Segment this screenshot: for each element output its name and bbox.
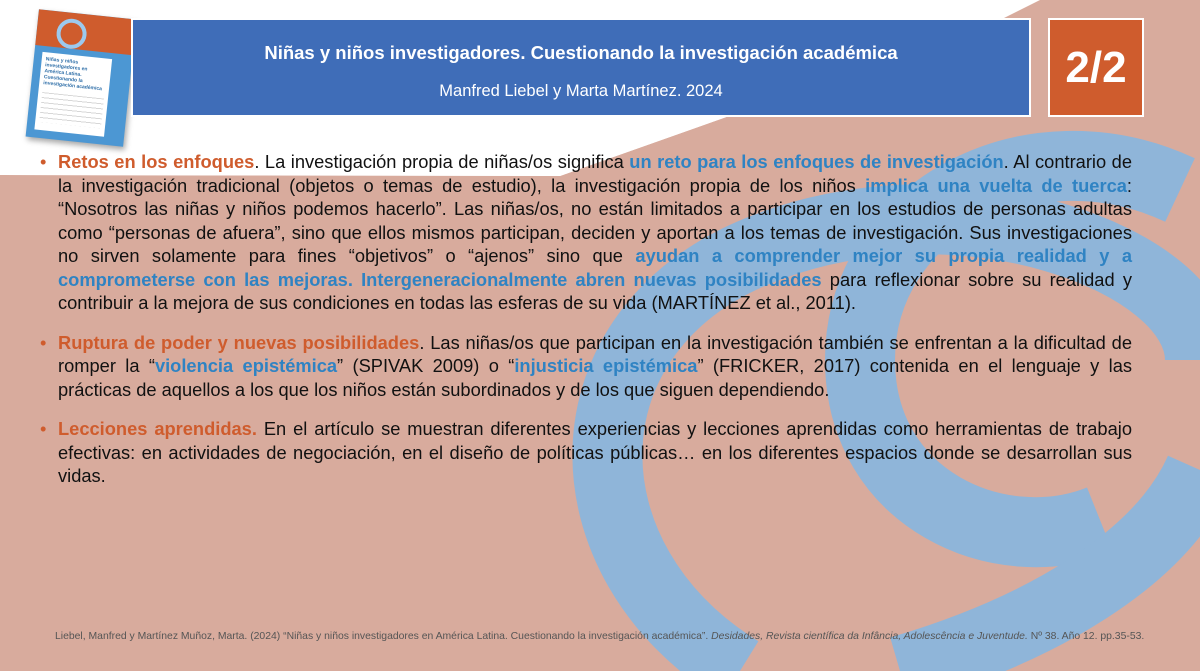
bullet-dot: • bbox=[40, 331, 47, 353]
bullet-heading: Lecciones aprendidas. bbox=[58, 418, 257, 439]
cover-title: Niñas y niños investigadores en América Latina. Cuestionando la investigación académica bbox=[42, 56, 103, 93]
heading-end: . bbox=[419, 331, 425, 353]
citation-text: Liebel, Manfred y Martínez Muñoz, Marta. (2024) “Niñas y niños investigadores en América Latina. Cuestionando la investigación académica”. bbox=[55, 631, 712, 642]
highlight-text: ayudan a comprender mejor su propia realidad y a comprometerse con las mejoras. Intergeneracionalmente abren nuevas posibilidades bbox=[58, 245, 1132, 290]
text-segment: . Al contrario de la investigación tradicional (objetos o temas de estudio), la investigación propia de los niños bbox=[58, 151, 1132, 196]
header-bar bbox=[131, 18, 1031, 117]
citation-journal: Desidades, Revista científica da Infância, Adolescência e Juventude. bbox=[711, 631, 1028, 642]
text-segment: La investigación propia de niñas/os significa bbox=[259, 151, 630, 172]
bullet-dot: • bbox=[40, 418, 47, 439]
citation-details: Nº 38. Año 12. pp.35-53. bbox=[1027, 631, 1145, 642]
heading-end: . bbox=[254, 151, 260, 172]
page-title: Niñas y niños investigadores. Cuestionando la investigación académica bbox=[264, 42, 898, 63]
text-segment: : “Nosotros las niñas y niños podemos hacerlo”. Las niñas/os, no están limitados a participar en los estudios de personas adultas como “personas de afuera”, sino que ellos mismos participan, deciden y aportan a los temas de investigación. Sus investigaciones no sirven solamente para fines “objetivos” o “ajenos” sino que bbox=[58, 174, 1132, 266]
bullet-retos bbox=[40, 150, 1132, 315]
book-cover-image bbox=[26, 9, 137, 147]
cover-panel bbox=[34, 52, 112, 137]
main-content bbox=[40, 150, 1132, 504]
highlight-text: implica una vuelta de tuerca bbox=[865, 174, 1127, 196]
text-segment: ” (SPIVAK 2009) o “ bbox=[337, 355, 515, 376]
citation-footer bbox=[55, 631, 1175, 642]
bullet-dot: • bbox=[40, 151, 47, 172]
highlight-text: violencia epistémica bbox=[154, 355, 338, 376]
bullet-lecciones bbox=[40, 417, 1132, 488]
page-subtitle: Manfred Liebel y Marta Martínez. 2024 bbox=[439, 82, 723, 100]
bullet-heading: Retos en los enfoques bbox=[58, 151, 255, 172]
text-segment: En el artículo se muestran diferentes experiencias y lecciones aprendidas como herramientas de trabajo efectivas: en actividades de negociación, en el diseño de políticas públicas… en los diferentes espacios donde se desarrollan sus vidas. bbox=[58, 418, 1132, 486]
bullet-heading: Ruptura de poder y nuevas posibilidades bbox=[58, 331, 420, 353]
highlight-text: un reto para los enfoques de investigación bbox=[629, 151, 1004, 172]
highlight-text: injusticia epistémica bbox=[514, 355, 698, 376]
bullet-ruptura bbox=[40, 331, 1132, 402]
page-indicator-badge: 2/2 bbox=[1048, 18, 1144, 117]
cover-text-lines bbox=[39, 92, 104, 128]
text-segment: Las niñas/os que participan en la investigación también se enfrentan a la dificultad de romper la “ bbox=[58, 331, 1133, 376]
text-segment: para reflexionar sobre su realidad y contribuir a la mejora de sus condiciones en todas las esferas de su vida (MARTÍNEZ et al., 2011). bbox=[58, 268, 1132, 313]
text-segment: ” (FRICKER, 2017) contenida en el lenguaje y las prácticas de aquellos a los que los niños están subordinados y de los que siguen dependiendo. bbox=[58, 355, 1133, 400]
